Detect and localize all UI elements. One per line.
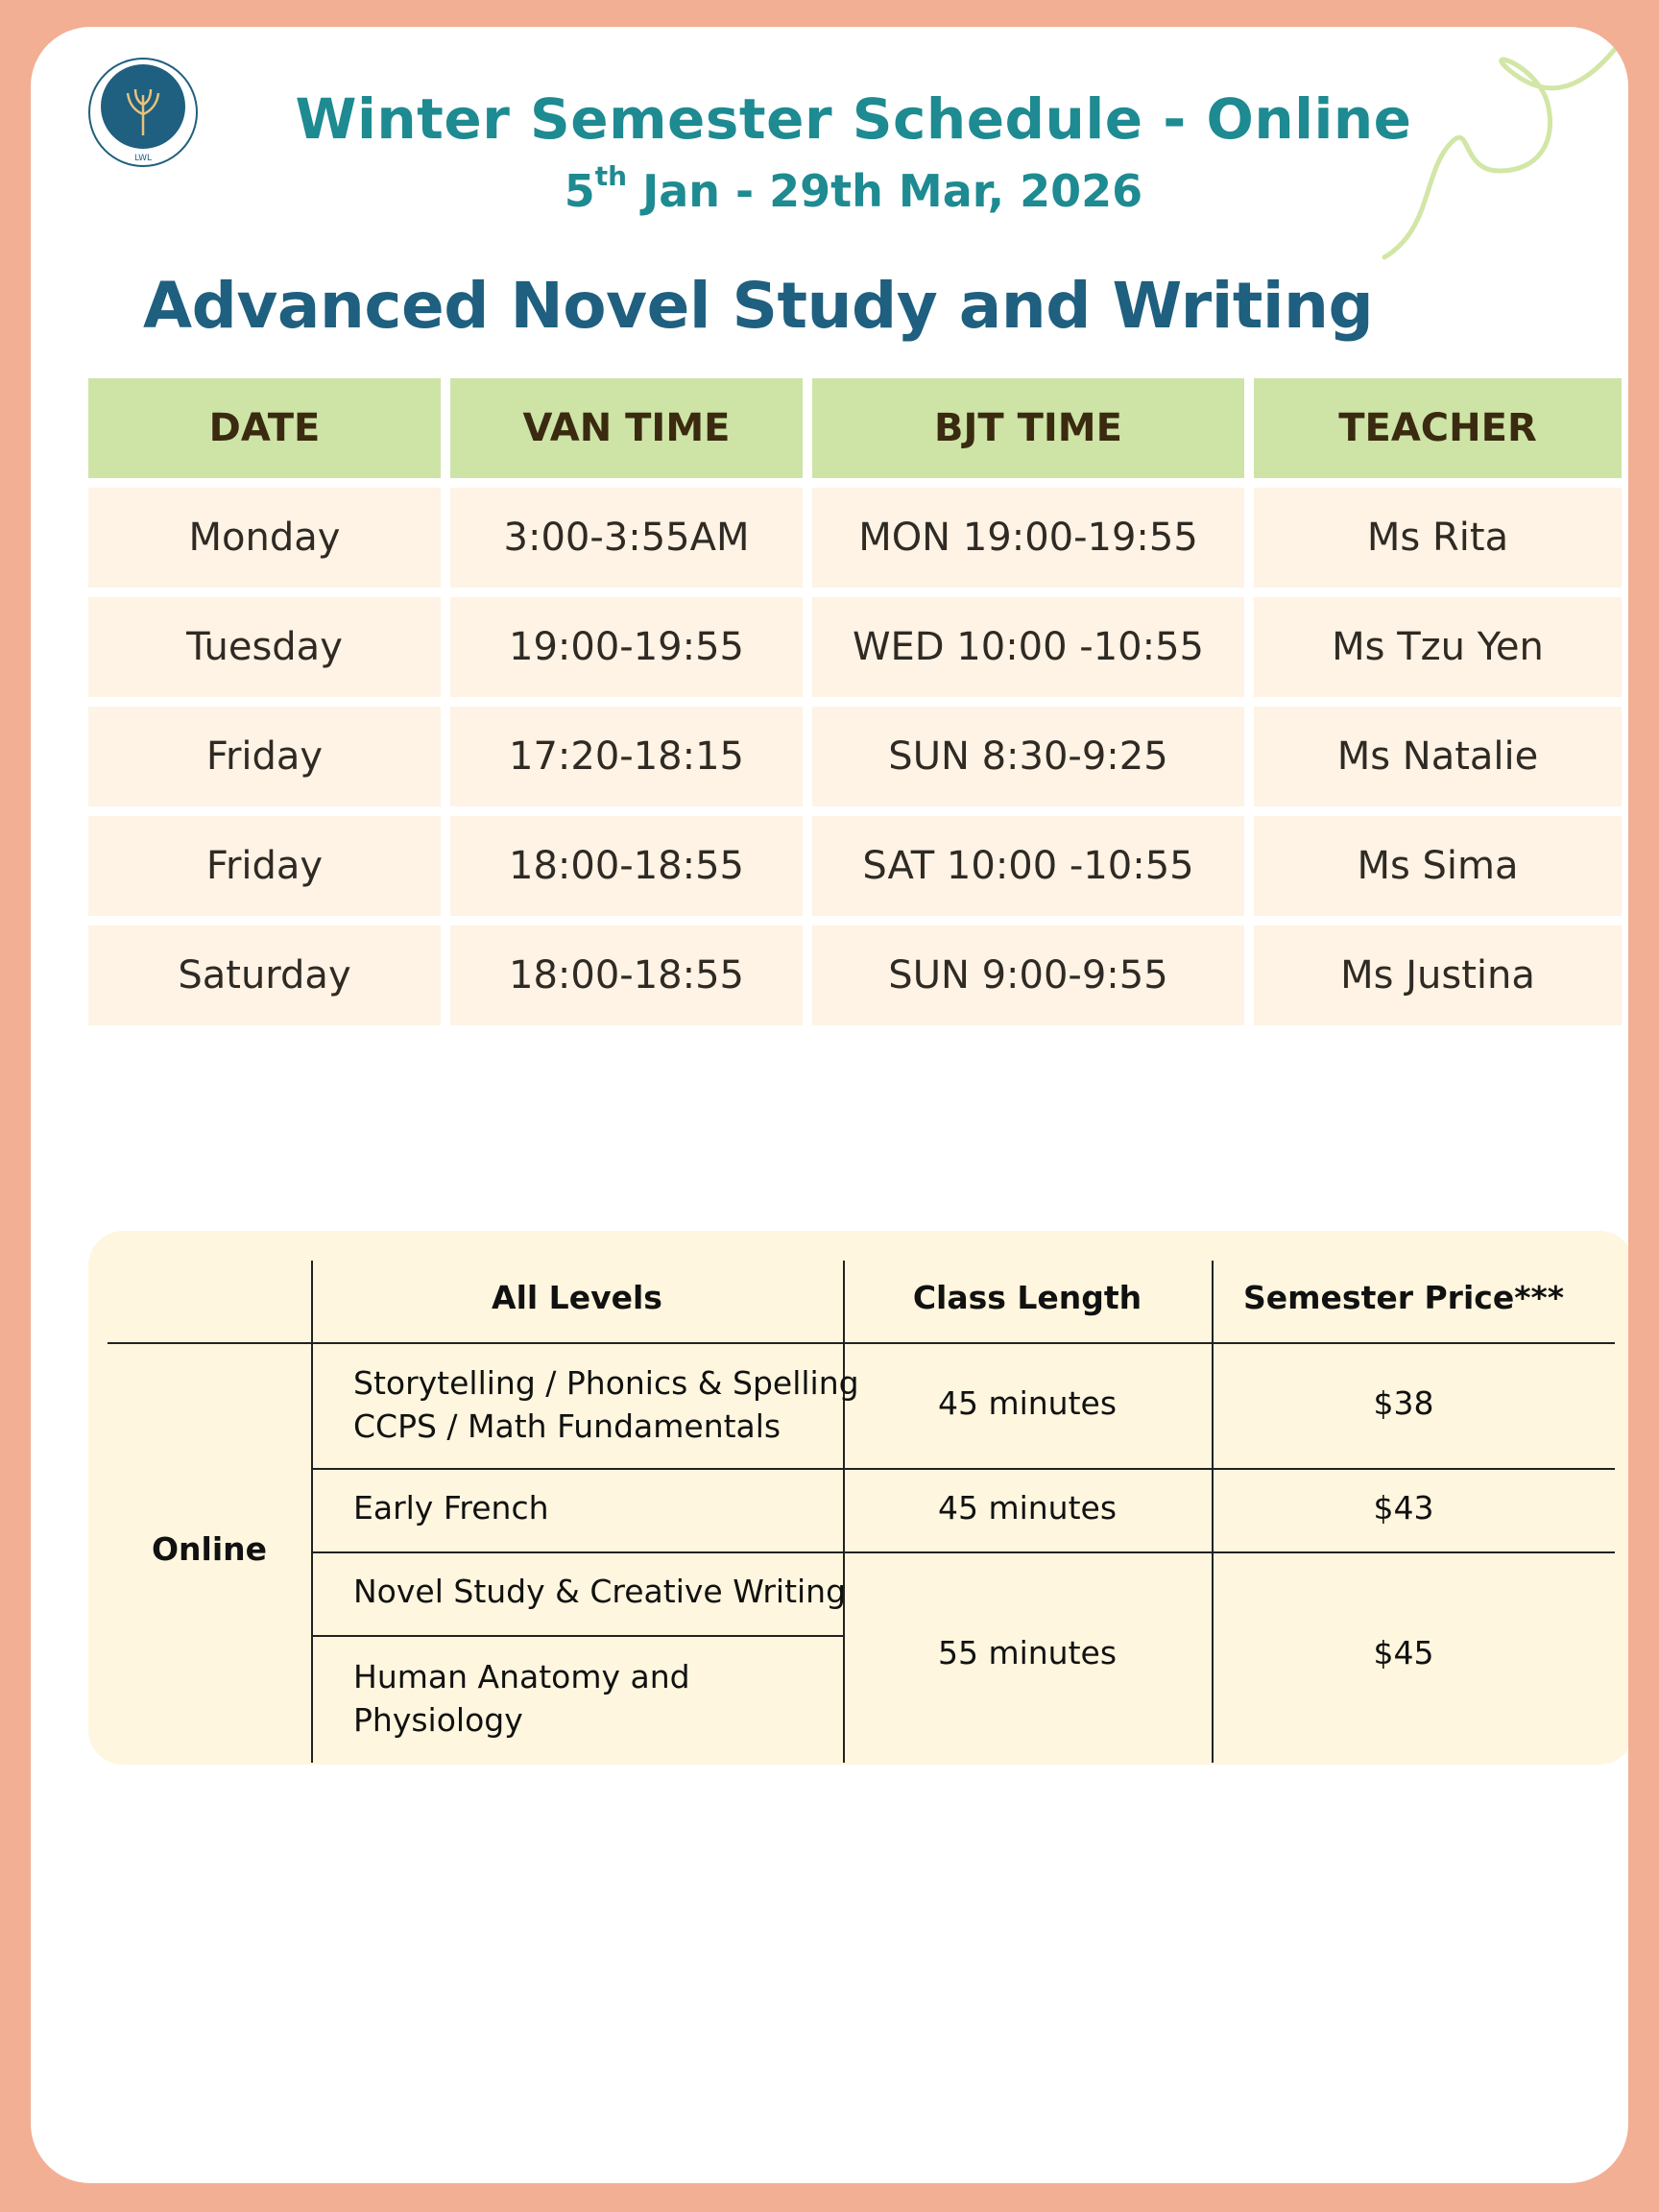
header-all-levels: All Levels	[492, 1279, 662, 1316]
cell-teacher: Ms Rita	[1254, 488, 1622, 588]
divider	[311, 1635, 845, 1637]
header-bjt-time: BJT TIME	[812, 378, 1244, 478]
cell-teacher: Ms Tzu Yen	[1254, 597, 1622, 697]
table-row	[88, 488, 1625, 588]
header-teacher: TEACHER	[1254, 378, 1622, 478]
cell-bjt-time: MON 19:00-19:55	[812, 488, 1244, 588]
divider	[311, 1261, 313, 1763]
semester-price: $38	[1373, 1384, 1434, 1422]
level-name: Early French	[353, 1489, 549, 1527]
cell-van-time: 18:00-18:55	[450, 816, 803, 916]
svg-text:LWL: LWL	[133, 154, 153, 163]
table-header-row	[88, 378, 1625, 478]
level-name: Storytelling / Phonics & Spelling CCPS / Math Fundamentals	[353, 1364, 859, 1445]
cell-teacher: Ms Justina	[1254, 926, 1622, 1025]
header-semester-price: Semester Price***	[1243, 1279, 1564, 1316]
table-row	[88, 926, 1625, 1025]
cell-date: Friday	[88, 707, 441, 806]
mode-label: Online	[151, 1530, 268, 1568]
course-title: Advanced Novel Study and Writing	[143, 269, 1374, 343]
schedule-table	[88, 378, 1625, 1035]
cell-date: Friday	[88, 816, 441, 916]
divider	[311, 1468, 1615, 1470]
semester-price: $45	[1373, 1634, 1434, 1671]
pricing-table	[88, 1231, 1628, 1765]
cell-date: Tuesday	[88, 597, 441, 697]
cell-date: Monday	[88, 488, 441, 588]
table-row	[88, 707, 1625, 806]
cell-teacher: Ms Natalie	[1254, 707, 1622, 806]
level-name: Human Anatomy and Physiology	[353, 1658, 690, 1739]
cell-van-time: 3:00-3:55AM	[450, 488, 803, 588]
cell-van-time: 17:20-18:15	[450, 707, 803, 806]
cell-bjt-time: SAT 10:00 -10:55	[812, 816, 1244, 916]
class-length: 45 minutes	[937, 1384, 1118, 1422]
header-van-time: VAN TIME	[450, 378, 803, 478]
cell-date: Saturday	[88, 926, 441, 1025]
level-name: Novel Study & Creative Writing	[353, 1573, 847, 1610]
table-row	[88, 597, 1625, 697]
cell-bjt-time: SUN 9:00-9:55	[812, 926, 1244, 1025]
header-class-length: Class Length	[912, 1279, 1142, 1316]
class-length: 45 minutes	[937, 1489, 1118, 1527]
cell-bjt-time: WED 10:00 -10:55	[812, 597, 1244, 697]
semester-price: $43	[1373, 1489, 1434, 1527]
class-length: 55 minutes	[937, 1634, 1118, 1671]
cell-bjt-time: SUN 8:30-9:25	[812, 707, 1244, 806]
schedule-card	[31, 27, 1628, 2183]
header-date: DATE	[88, 378, 441, 478]
table-row	[88, 816, 1625, 916]
cell-van-time: 18:00-18:55	[450, 926, 803, 1025]
divider	[108, 1342, 1615, 1344]
page-title: Winter Semester Schedule - Online	[295, 86, 1412, 152]
decorative-squiggle	[1365, 27, 1628, 296]
divider	[311, 1551, 1615, 1553]
semester-dates: 5th Jan - 29th Mar, 2026	[564, 159, 1143, 217]
cell-teacher: Ms Sima	[1254, 816, 1622, 916]
cell-van-time: 19:00-19:55	[450, 597, 803, 697]
